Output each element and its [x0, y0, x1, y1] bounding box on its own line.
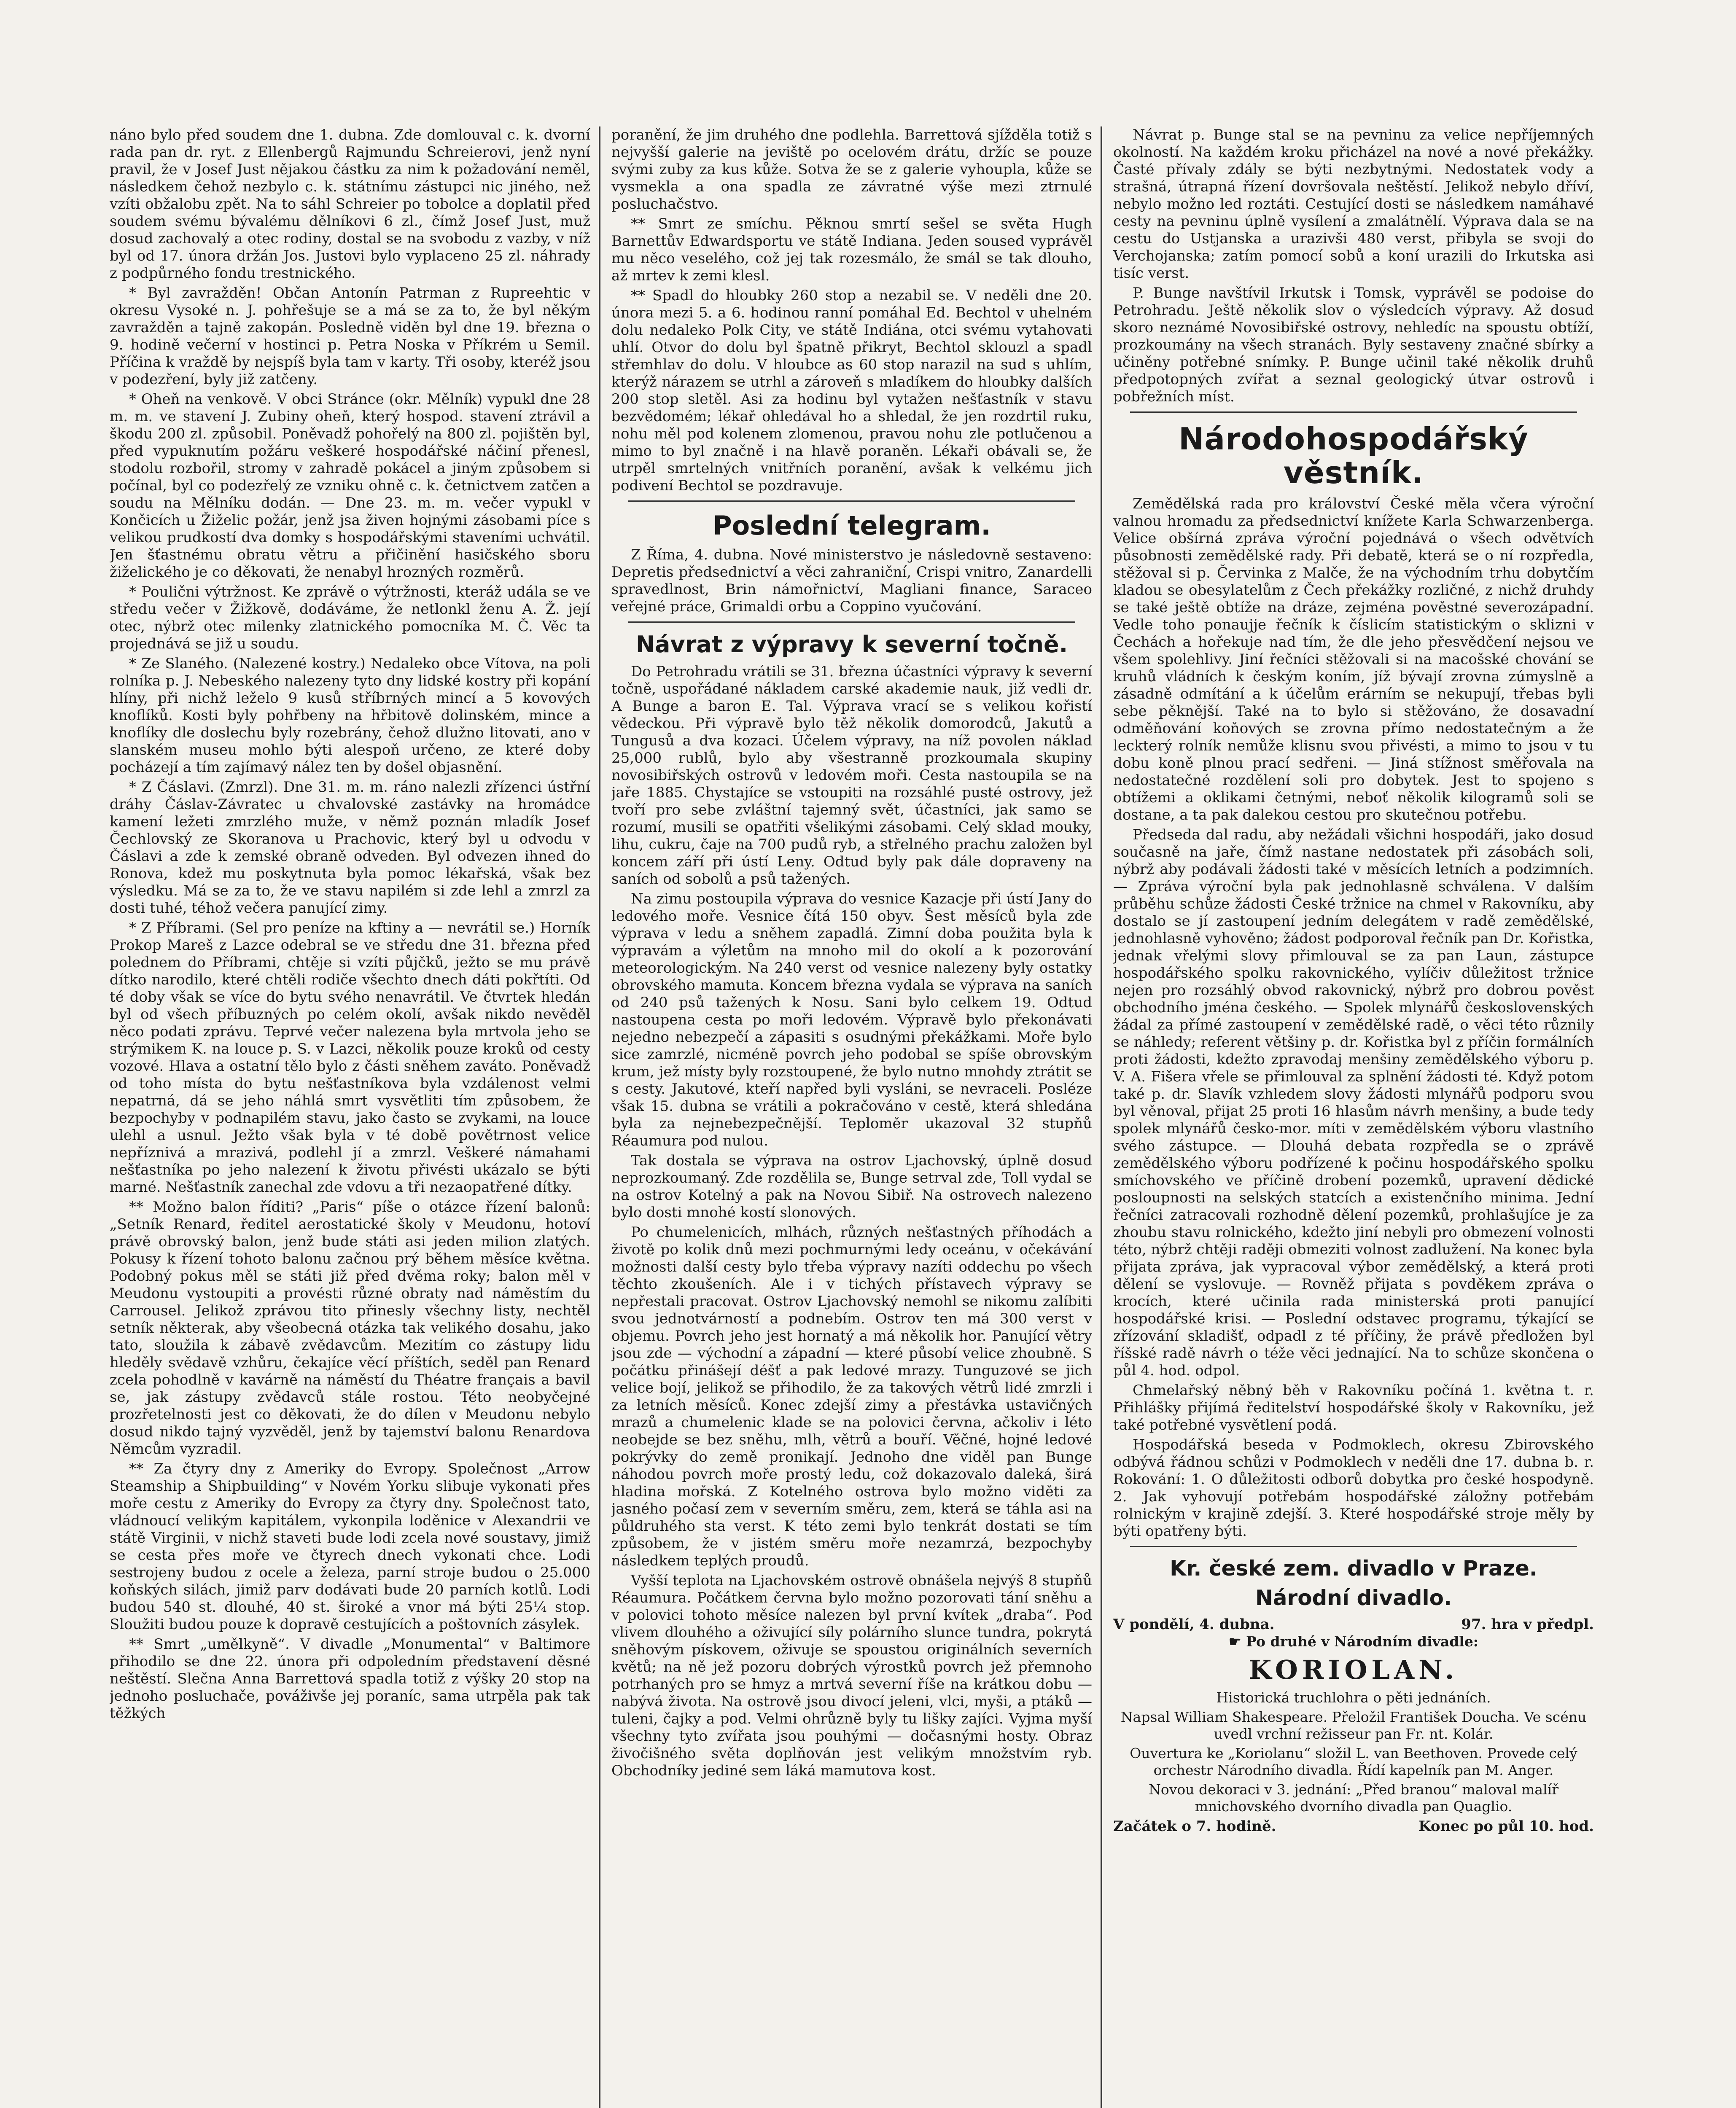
vestnik-heading: Národohospodářský věstník.	[1179, 421, 1529, 490]
article-paragraph: Vyšší teplota na Ljachovském ostrově obnášela nejvýš 8 stupňů Réaumura. Počátkem června bylo možno pozorovati tání sněhu a v polovici tohoto měsíce nalezen byl první kvítek „draba“. Pod vlivem dlouhého a oživující síly polárního slunce tundra, pokrytá sněhovým pískovem, oživuje se spoustou originálních severních květů; na ně jež pozoru dobrých výrostků povrch jež přemnoho potrhaných pro se hmyz a mrtvá severní říše na krátkou dobu — nabývá života. Na ostrově jsou divocí jeleni, vlci, myši, a ptáků — tuleni, čajky a pod. Velmi ohrůzně byly tu lišky zajíci. Vyjma myší všechny tyto zvířata jsou pouhými — dočasnými hosty. Obraz živočišného světa doplňován jest velikým množstvím ryb. Obchodníky jediné sem láká mamutova kost.	[611, 1572, 1092, 1779]
article-paragraph: * Byl zavražděn! Občan Antonín Patrman z Rupreehtic v okresu Vysoké n. J. pohřešuje se a má se za to, že byl někým zavražděn a tajně zakopán. Posledně viděn byl dne 19. března o 9. hodině večerní v hostinci p. Petra Noska v Příkrém u Semil. Příčina k vraždě by nejspíš byla tam v karty. Tři osoby, kteréž jsou v podezření, byly již zatčeny.	[110, 285, 590, 388]
article-paragraph: Hospodářská beseda v Podmoklech, okresu Zbirovského odbývá řádnou schůzi v Podmoklech v neděli dne 17. dubna b. r. Rokování: 1. O důležitosti odborů dobytka pro české hospodyně. 2. Jak vyhovují potřebám hospodářské záložny potřebám rolnickým v krajině zdejší. 3. Které hospodářské stroje měly by býti opatřeny býti.	[1113, 1436, 1594, 1540]
programme-line: Novou dekoraci v 3. jednání: „Před branou“ maloval malíř mnichovského dvorního divadla pan Quaglio.	[1149, 1781, 1558, 1815]
divider	[628, 500, 1075, 502]
column-3	[1113, 126, 1594, 2108]
programme-end: Konec po půl 10. hod.	[1418, 1818, 1594, 1835]
article-paragraph: Do Petrohradu vrátili se 31. března účastníci výpravy k severní točně, uspořádané nákladem carské akademie nauk, již vedli dr. A Bunge a baron E. Tal. Výprava vrací se s velikou kořistí vědeckou. Při výpravě bylo těž několik domorodců, Jakutů a Tungusů a dva kozaci. Účelem výpravy, na níž povolen náklad 25,000 rublů, bylo aby všestranně prozkoumala skupiny novosibiřských ostrovů v ledovém moři. Cesta nastoupila se na jaře 1885. Chystajíce se vstoupiti na rozsáhlé pusté ostrovy, jež tvoří pro sebe zvláštní tajemný svět, účastníci, jak samo se rozumí, musili se opatřiti všelikými zásobami. Celý sklad mouky, lihu, cukru, čaje na 700 pudů ryb, a střelného prachu založen byl koncem září při ústí Leny. Odtud byly pak dále dopraveny na saních od sobolů a psů tažených.	[611, 663, 1092, 887]
article-paragraph: Zemědělská rada pro království České měla včera výroční valnou hromadu za předsednictví knížete Karla Schwarzenberga. Velice obšírná zpráva výroční pojednává o všech odvětvích působnosti zemědělské rady. Při debatě, která se o ní rozpředla, stěžoval si p. Červinka z Malče, že na východním trhu dobytčím kladou se obesylatelům z Čech překážky rozličné, z nichž druhdy se také ještě obtíže na dráze, zejména pověstné severozápadní. Vedle toho ponaujje řečník k číslicím statistickým o sklizni v Čechách a hořekuje nad tím, že dle jeho přesvědčení nejsou ve všem spolehlivy. Jiní řečníci stěžovali si na macošské chování se kruhů vládních k českým koním, jíž bývají zrovna zúmyslně a zásadně odmítání a k účelům erárním se nekupují, třebas byli sebe pěknější. Také na to bylo si stěžováno, že dosavadní odměňování koňových se zrovna přímo nedostatečným a že leckterý rolník nemůže klisnu svou přivésti, a mimo to jsou v tu dobu koně plnou prací sedřeni. — Jiná stížnost směřovala na nedostatečné rozdělení soli pro dobytek. Jest to spojeno s obtížemi a oklikami četnými, neboť několik kilogramů soli se dostane, a ta pak dalekou cestou pro skutečnou potřebu.	[1113, 495, 1594, 823]
article-paragraph: * Z Čáslavi. (Zmrzl). Dne 31. m. m. ráno nalezli zřízenci ústřní dráhy Čáslav-Závratec u chvalovské zastávky na hromádce kamení ležeti zmrzlého muže, v němž poznán mladík Josef Čechlovský ze Skoranova u Prachovic, který byl u odvodu v Čáslavi a zde k zemské obraně odveden. Byl odvezen ihned do Ronova, kdež mu poskytnuta byla pomoc lékařská, však bez výsledku. Má se za to, že ve stavu napilém si zde lehl a zmrzl za dosti tuhé, téhož večera panující zimy.	[110, 779, 590, 917]
article-paragraph: Návrat p. Bunge stal se na pevninu za velice nepříjemných okolností. Na každém kroku přicházel na nové a nové překážky. Časté přívaly zdály se býti nezbytnými. Nedostatek vody a strašná, útrapná řízení dovršovala neštěstí. Jelikož nebylo dříví, nebylo možno led roztáti. Cestující dosti se následkem namáhavé cesty na pevninu úplně vysílení a zmalátnělí. Výprava dala se na cestu do Ustjanska a urazivši 480 verst, přibyla se svoji do Verchojanska; zatím pomocí sobů a koní urazili do Irkutska asi tisíc verst.	[1113, 126, 1594, 282]
divider	[1130, 411, 1577, 413]
article-paragraph: Chmelařský něbný běh v Rakovníku počíná 1. května t. r. Přihlášky přijímá ředitelství hospodářské školy v Rakovníku, jež také potřebné vysvětlení podá.	[1113, 1382, 1594, 1433]
programme-number: 97. hra v předpl.	[1461, 1616, 1594, 1633]
column-1	[110, 126, 590, 2108]
column-rule	[1101, 126, 1102, 2108]
programme-line: Napsal William Shakespeare. Přeložil František Doucha. Ve scénu uvedl vrchní režisseur pan Fr. nt. Kolár.	[1120, 1709, 1587, 1742]
programme-second-text: Po druhé v Národním divadle:	[1246, 1633, 1478, 1650]
telegram-text: Z Říma, 4. dubna. Nové ministerstvo je následovně sestaveno: Depretis předsednictví a věci zahraniční, Crispi vnitro, Zanardelli spravedlnost, Brin námořnictví, Magliani finance, Saraceo veřejné práce, Grimaldi orbu a Coppino vyučování.	[611, 546, 1092, 615]
programme-time-row	[1113, 1818, 1594, 1835]
article-paragraph: ** Možno balon říditi? „Paris“ píše o otázce řízení balonů: „Setník Renard, ředitel aerostatické školy v Meudonu, hotoví právě obrovský balon, jenž bude státi asi jeden milion zlatých. Pokusy k řízení tohoto balonu začnou prý během měsíce května. Podobný pokus měl se státi již před dvěma roky; balon měl v Meudonu vystoupiti a provésti různé obraty nad náměstím du Carrousel. Jelikož zprávou tito přinesly všechny listy, nechtěl setník některak, aby všeobecná otázka tak velikého dosahu, jako tato, sloužila k zábavě zvědavcům. Mezitím co zástupy lidu hleděly svědavě vzhůru, čekajíce věcí příštích, seděl pan Renard zcela pohodlně v kavárně na náměstí du Théatre français a bavil se, jak zástupy zvědavců stále rostou. Této neobyčejné prozřetelnosti jest co děkovati, že do dílen v Meudonu nebylo dosud nikdo tajný vyzvěděl, jenž by tajemství balonu Renardova Němcům vyzradil.	[110, 1199, 590, 1457]
programme-second-line	[1113, 1633, 1594, 1650]
column-rule	[599, 126, 600, 2108]
article-paragraph: ** Smrt ze smíchu. Pěknou smrtí sešel se světa Hugh Barnettův Edwardsportu ve státě Indiana. Jeden soused vyprávěl mu něco veselého, což jej tak rozesmálo, že smál se tak dlouho, až mrtev k zemi klesl.	[611, 215, 1092, 284]
article-paragraph: P. Bunge navštívil Irkutsk i Tomsk, vyprávěl se podoise do Petrohradu. Ještě několik slov o výsledcích výpravy. Až dosud skoro neznámé Novosibiřské ostrovy, nehledíc na spoustu obtíží, prozkoumány na všech stranách. Byly sestaveny značné sbírky a učiněny potřebné snímky. P. Bunge učinil také několik druhů předpotopných zvířat a seznal geologický útvar ostrovů i pobřežních míst.	[1113, 285, 1594, 405]
column-2	[611, 126, 1092, 2108]
programme-date: V pondělí, 4. dubna.	[1113, 1616, 1275, 1633]
article-paragraph: * Poulični výtržnost. Ke zprávě o výtržnosti, kteráž udála se ve středu večer v Žižkově, dodáváme, že netlonkl ženu A. Ž. její otec, nýbrž otec milenky zlatnického pomocníka M. Č. Věc ta projednává se již u soudu.	[110, 583, 590, 652]
article-paragraph: * Ze Slaného. (Nalezené kostry.) Nedaleko obce Vítova, na poli rolníka p. J. Nebeského nalezeny tyto dny lidské kostry při kopání hlíny, při nichž leželo 9 kusů stříbrných mincí a 5 kovových knoflíků. Kosti byly pohřbeny na hřbitově dolinském, mince a knoflíky dle doslechu byly rozebrány, čehož dlužno litovati, ano v slanském museu mohlo býti alespoň určeno, ze které doby pocházejí a tím zajímavý nález ten by došel objasnění.	[110, 655, 590, 776]
programme-line: Ouvertura ke „Koriolanu“ složil L. van Beethoven. Provede celý orchestr Národního divadla. Řídí kapelník pan M. Anger.	[1130, 1745, 1577, 1778]
play-title: KORIOLAN.	[1249, 1654, 1459, 1685]
programme-line: Historická truchlohra o pěti jednáních.	[1216, 1689, 1491, 1706]
expedition-heading: Návrat z výpravy k severní točně.	[635, 631, 1068, 658]
article-paragraph: Po chumelenicích, mlhách, různých nešťastných příhodách a životě po kolik dnů mezi pochmurnými ledy oceánu, v očekávání možnosti další cesty bylo třeba výpravy nazíti oddechu po všech těchto zkoušeních. Ale i v tichých přístavech výpravy se nepřestali pracovat. Ostrov Ljachovský nemohl se nikomu zalíbiti svou jednotvárností a podnebím. Ostrov ten má 300 verst v objemu. Povrch jeho jest hornatý a má několik hor. Panující větry jsou zde — východní a západní — které působí velice zhoubně. S počátku přinášejí déšť a pak ledové mrazy. Tunguzové se jich velice bojí, jelikož se přihodilo, že za takových větrů lidé zmrzli i za letních měsíců. Konec zdejší zimy a přestávka ustavičných mrazů a chumelenic klade se na polovici června, ačkoliv i léto neobejde se bez sněhu, mlh, větrů a bouří. Věčné, hojné ledové pokrývky do země pronikají. Jednoho dne viděl pan Bunge náhodou povrch moře prostý ledu, což dokazovalo daleká, širá hladina mořská. Z Kotelného ostrova bylo možno viděti za jasného počasí zem v severním směru, zem, která se táhla asi na půldruhého sta verst. K této zemi bylo tenkrát dostati se tím způsobem, že v jistém směru moře nezamrzá, bezpochyby následkem teplých proudů.	[611, 1224, 1092, 1569]
article-paragraph: ** Smrt „umělkyně“. V divadle „Monumental“ v Baltimore přihodilo se dne 22. února při odpoledním představení děsné neštěstí. Slečna Anna Barrettová spadla totiž z výšky 20 stop na jednoho posluchače, pováživše jej poraníc, sama utrpěla pak tak těžkých	[110, 1636, 590, 1722]
divider	[1130, 1546, 1577, 1547]
article-paragraph: ** Spadl do hloubky 260 stop a nezabil se. V neděli dne 20. února mezi 5. a 6. hodinou ranní pomáhal Ed. Bechtol v uhelném dolu nedaleko Polk City, ve státě Indiána, otci svému vytahovati uhlí. Otvor do dolu byl špatně přikryt, Bechtol sklouzl a spadl střemhlav do dolu. V hloubce as 60 stop narazil na sud s uhlím, kterýž nárazem se utrhl a zároveň s mladíkem do hloubky dalších 200 stop sletěl. Asi za hodinu byl vytažen nešťastník v stavu bezvědomém; lékař ohledával ho a shledal, že jen rozdrtil ruku, nohu měl pod kolenem zlomenou, pravou nohu zle potlučenou a mimo to byl značně i na hlavě poraněn. Lékaři obávali se, že utrpěl smrtelných vnitřních poranění, avšak k velkému jich podivení Bechtol se pozdravuje.	[611, 287, 1092, 494]
article-paragraph: ** Za čtyry dny z Ameriky do Evropy. Společnost „Arrow Steamship a Shipbuilding“ v Novém Yorku slibuje vykonati přes moře cestu z Ameriky do Evropy za čtyry dny. Společnost tato, vládnoucí velikým kapitálem, vykonpila loděnice v Alexandrii ve státě Virginii, v nichž staveti bude lodi zcela nové soustavy, jimiž se cesta přes moře ve čtyrech dnech vykonati chce. Lodi sestrojeny budou z ocele a železa, parní stroje budou o 25.000 koňských silách, jimiž parv dodávati bude 20 parních kotlů. Lodi budou 540 st. dlouhé, 40 st. široké a vnor má býti 25¼ stop. Sloužiti budou pouze k dopravě cestujících a poštovních zásylek.	[110, 1460, 590, 1633]
article-paragraph: Předseda dal radu, aby nežádali všichni hospodáři, jako dosud současně na jaře, čímž nastane nedostatek při zásobách soli, nýbrž aby podávali žádosti také v měsících letních a podzimních. — Zpráva výroční byla pak jednohlasně schválena. V dalším průběhu schůze žádosti České tržnice na chmel v Rakovníku, aby dostalo se jí zastoupení jedním delegátem v radě zemědělské, jednohlasně vyhověno; žádost podporoval řečník pan Dr. Kořistka, jednak vřelými slovy přimlouval se za pan Laun, zástupce hospodářského spolku rakovnického, vylíčiv důležitost tržnice nejen pro rozsáhlý obvod rakovnický, nýbrž pro dobrou pověst obchodního jména českého. — Spolek mlynářů československých žádal za přímé zastoupení v zemědělské radě, o věci této různily se náhledy; referent většiny p. dr. Kořistka byl z příčin formálních proti žádosti, kdežto zpravodaj menšiny zemědělského výboru p. V. A. Fišera vřele se přimlouval za splnění žádosti té. Když potom také p. dr. Slavík vzhledem slovy žádosti mlynářů podporu svou byl věnoval, přijat 25 proti 16 hlasům návrh menšiny, a bude tedy spolek mlynářů česko-mor. míti v zemědělském výboru vlastního svého zástupce. — Dlouhá debata rozpředla se o zprávě zemědělského výboru podřízené k počinu hospodářského spolku smíchovského ve příčině drobení pozemků, upravení dědické posloupnosti na selských statcích a existenčního minima. Jední řečníci zatracovali rozhodně dělení pozemků, prohlašujíce je za zhoubu stavu rolnického, kdežto jiní nebyli pro obmezení volnosti této, nýbrž chtěji raději obmeziti volnost zadlužení. Na konec byla přijata zpráva, jak vypracoval výbor zemědělský, a která proti dělení se vyslovuje. — Rovněž přijata s povděkem zpráva o krocích, které učinila rada ministerská proti panující hospodářské krisi. — Poslední odstavec programu, týkající se zřízování skladišť, odpadl z té příčiny, že právě předložen byl říšské radě návrh o téže věci jednající. Na to schůze skončena o půl 4. hod. odpol.	[1113, 826, 1594, 1379]
article-paragraph: Tak dostala se výprava na ostrov Ljachovský, úplně dosud neprozkoumaný. Zde rozdělila se, Bunge setrval zde, Toll vydal se na ostrov Kotelný a pak na Novou Sibiř. Na ostrovech nalezeno bylo dosti mnohé kostí slonových.	[611, 1152, 1092, 1221]
telegram-heading: Poslední telegram.	[713, 510, 991, 541]
article-paragraph: * Z Příbrami. (Sel pro peníze na kftiny a — nevrátil se.) Horník Prokop Mareš z Lazce odebral se ve středu dne 31. března před polednem do Příbrami, chtěje si vzíti půjčků, ježto se mu právě dítko narodilo, které chtěli rodiče všechto dnech dáti pokřtíti. Od té doby však se více do bytu svého nenavrátil. Ve čtvrtek hledán byl od všech příbuzných po celém okolí, avšak nikdo nevěděl něco podati zprávu. Teprvé večer nalezena byla mrtvola jeho se strýmikem K. na louce p. S. v Lazci, několik pouze kroků od cesty vozové. Hlava a ostatní tělo bylo z části sněhem zaváto. Poněvadž od toho místa do bytu nešťastníkova byla vzdálenost velmi nepatrná, dá se jeho náhlá smrt vysvětliti tím způsobem, že bezpochyby v podnapilém stavu, jako často se zvykami, na louce ulehl a usnul. Ježto však byla v té době povětrnost velice nepříznivá a mrazivá, podlehl jí a zmrzl. Veškeré námahami nešťastníka po jeho nalezení k životu přivésti ukázalo se býti marné. Nešťastník zanechal zde vdovu a tři nezaopatřené dítky.	[110, 920, 590, 1196]
theatre-subheading: Národní divadlo.	[1255, 1586, 1452, 1610]
article-paragraph: Na zimu postoupila výprava do vesnice Kazacje při ústí Jany do ledového moře. Vesnice čítá 150 obyv. Šest měsíců byla zde výprava v ledu a sněhem zapadlá. Zimní doba použita byla k výpravám a výletům na mnoho mil do okolí a k pozorování meteorologickým. Na 240 verst od vesnice nalezeny byly ostatky obrovského mamuta. Koncem března vydala se výprava na saních od 240 psů tažených k Nosu. Sani bylo celkem 19. Odtud nastoupena cesta po moři ledovém. Výpravě bylo překonávati nejedno nebezpečí a zápasiti s osudnými překážkami. Moře bylo sice zamrzlé, nicméně povrch jeho podobal se spíše obrovským krum, jež místy byly rozstoupené, že bylo nutno mnohdy ztrátit se s cesty. Jakutové, kteří napřed byli vysláni, se nevraceli. Posléze však 15. dubna se vrátili a pokračováno v cestě, která shledána byla za nejnebezpečnější. Teploměr ukazoval 32 stupňů Réaumura pod nulou.	[611, 890, 1092, 1149]
newspaper-page	[97, 126, 1598, 2108]
programme-start: Začátek o 7. hodině.	[1113, 1818, 1276, 1835]
theatre-heading: Kr. české zem. divadlo v Praze.	[1170, 1556, 1537, 1581]
article-paragraph: poranění, že jim druhého dne podlehla. Barrettová sjížděla totiž s nejvyšší galerie na jeviště po ocelovém drátu, držíc se pouze svými zuby za kus kůže. Sotva že se z galerie vyhoupla, kůže se vysmekla a ona spadla ze závratné výše mezi ztrnulé posluchačstvo.	[611, 126, 1092, 212]
article-paragraph: náno bylo před soudem dne 1. dubna. Zde domlouval c. k. dvorní rada pan dr. ryt. z Ellenbergů Rajmundu Schreierovi, jenž nyní pravil, že v Josef Just nějakou částku za nim k požadování neměl, následkem čehož nezbylo c. k. státnímu zástupci nic jiného, než vzíti obžalobu zpět. Na to sáhl Schreier po tobolce a doplatil před soudem svému bývalému dělníkovi 6 zl., čímž Josef Just, muž dosud zachovalý a otec rodiny, dostal se na svobodu z vazby, v níž byl od 17. února držán Jos. Justovi bylo vyplaceno 25 zl. náhrady z podpůrného fondu trestnického.	[110, 126, 590, 282]
programme-date-row	[1113, 1616, 1594, 1633]
pointing-hand-icon: ☛	[1228, 1633, 1246, 1650]
divider	[628, 621, 1075, 623]
article-paragraph: * Oheň na venkově. V obci Stránce (okr. Mělník) vypukl dne 28 m. m. ve stavení J. Zubiny oheň, který hospod. stavení ztrávil a škodu 200 zl. způsobil. Poněvadž pohořelý na 800 zl. pojištěn byl, před vypuknutím požáru veškeré hospodářské náčiní přenesl, stodolu rozbořil, stromy v zahradě pokácel a jiným způsobem si počínal, byl co podezřelý ze vzniku ohně c. k. četnictvem zatčen a soudu na Mělníku dodán. — Dne 23. m. m. večer vypukl v Končicích u Žiželic požár, jenž jsa živen hojnými zásobami píce s velikou prudkostí dva domky s hospodářskými staveními uchvátil. Jen šťastnému obratu větru a přičinění hasičského sboru žiželického je co děkovati, že nenabyl hrozných rozměrů.	[110, 391, 590, 581]
